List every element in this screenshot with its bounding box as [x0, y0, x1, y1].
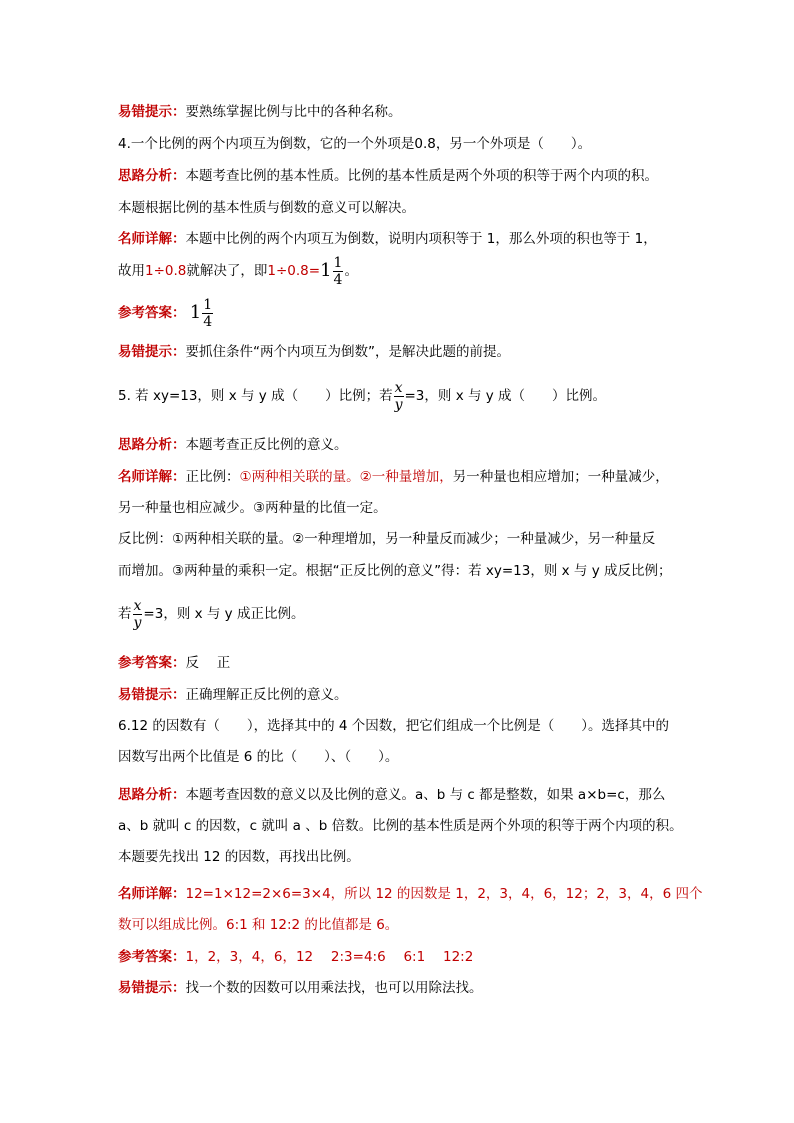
question-6-cont: 因数写出两个比值是 6 的比（ ）、（ ）。	[118, 749, 399, 765]
explanation-6-cont: 数可以组成比例。6:1 和 12:2 的比值都是 6。	[118, 917, 399, 933]
mistake-tip-3: 易错提示：要熟练掌握比例与比中的各种名称。	[118, 104, 402, 120]
analysis-6-cont-1: a、b 就叫 c 的因数，c 就叫 a 、b 倍数。比例的基本性质是两个外项的积等于两个内项的积。	[118, 818, 683, 834]
analysis-5: 思路分析：本题考查正反比例的意义。	[118, 437, 348, 453]
question-6: 6.12 的因数有（ ），选择其中的 4 个因数，把它们组成一个比例是（ ）。选择其中的	[118, 718, 670, 734]
answer-fraction: $\frac{1}{4}$	[203, 296, 213, 330]
explanation-4: 名师详解：本题中比例的两个内项互为倒数，说明内项积等于 1，那么外项的积也等于 1，	[118, 231, 657, 247]
question-5: 5. 若 xy=13，则 x 与 y 成（ ）比例；若 $\frac{x}{y}$ =3，则 x 与 y 成（ ）比例。	[118, 379, 607, 413]
mistake-tip-4: 易错提示：要抓住条件“两个内项互为倒数”，是解决此题的前提。	[118, 344, 510, 360]
explanation-4-cont: 故用1÷0.8就解决了，即1÷0.8=1 $\frac{1}{4}$ 。	[118, 254, 358, 288]
answer-5: 参考答案：反 正	[118, 655, 231, 671]
fraction-x-over-y: $\frac{x}{y}$	[394, 379, 403, 413]
analysis-6: 思路分析：本题考查因数的意义以及比例的意义。a、b 与 c 都是整数，如果 a×b=c，那么	[118, 787, 666, 803]
answer-6: 参考答案：1，2，3，4，6，12 2:3=4:6 6:1 12:2	[118, 949, 474, 965]
fraction-one-quarter: $\frac{1}{4}$	[333, 254, 343, 288]
fraction-x-over-y: $\frac{x}{y}$	[133, 597, 142, 631]
inverse-proportion-1: 反比例：①两种相关联的量。②一种理增加，另一种量反而减少；一种量减少，另一种量反	[118, 531, 656, 547]
explanation-6: 名师详解：12=1×12=2×6=3×4，所以 12 的因数是 1，2，3，4，6，12；2，3，4，6 四个	[118, 886, 703, 902]
question-4: 4.一个比例的两个内项互为倒数，它的一个外项是0.8，另一个外项是（ ）。	[118, 136, 592, 152]
explanation-5-cont: 另一种量也相应减少。③两种量的比值一定。	[118, 500, 387, 516]
analysis-4: 思路分析：本题考查比例的基本性质。比例的基本性质是两个外项的积等于两个内项的积。	[118, 168, 658, 184]
inverse-proportion-3: 若 $\frac{x}{y}$ =3，则 x 与 y 成正比例。	[118, 597, 305, 631]
explanation-5: 名师详解：正比例：①两种相关联的量。②一种量增加，另一种量也相应增加；一种量减少，	[118, 469, 669, 485]
inverse-proportion-2: 而增加。③两种量的乘积一定。根据“正反比例的意义”得：若 xy=13，则 x 与 y 成反比例；	[118, 563, 672, 579]
analysis-6-cont-2: 本题要先找出 12 的因数，再找出比例。	[118, 849, 360, 865]
mistake-tip-5: 易错提示：正确理解正反比例的意义。	[118, 687, 348, 703]
analysis-4-cont: 本题根据比例的基本性质与倒数的意义可以解决。	[118, 200, 415, 216]
mistake-tip-6: 易错提示：找一个数的因数可以用乘法找，也可以用除法找。	[118, 980, 483, 996]
answer-4: 参考答案： 1 $\frac{1}{4}$	[118, 296, 213, 330]
